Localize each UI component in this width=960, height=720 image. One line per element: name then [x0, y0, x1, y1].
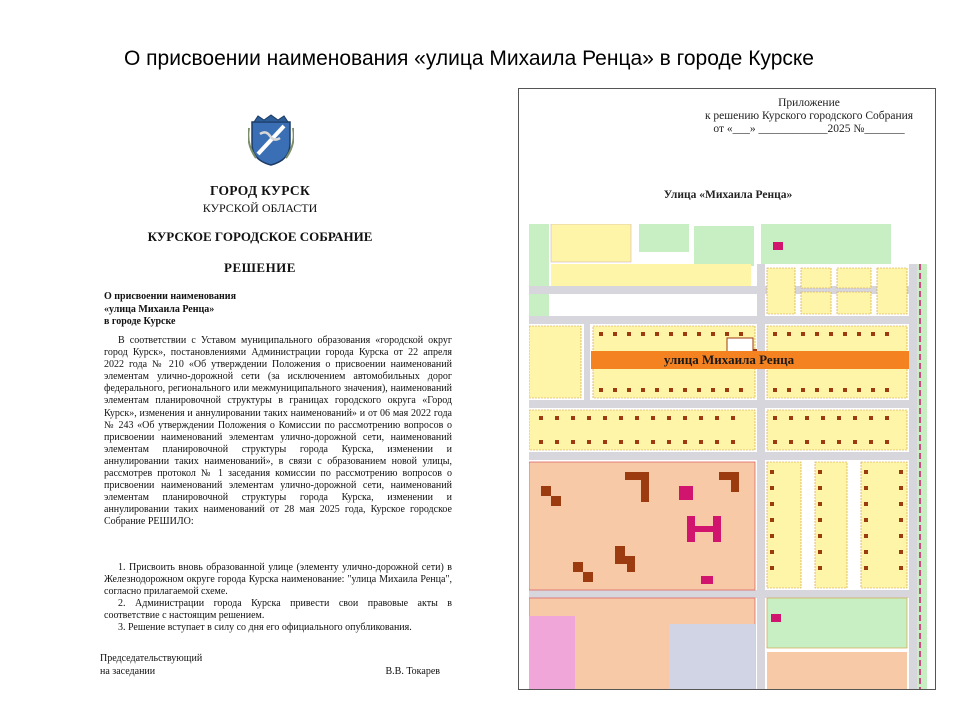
- residential-block: [837, 268, 871, 288]
- map-title: Улица «Михаила Ренца»: [663, 189, 793, 201]
- preamble: [104, 335, 452, 529]
- road: [909, 264, 917, 690]
- appendix-page: [518, 88, 936, 690]
- utility-zone: [669, 624, 755, 690]
- residential-block: [801, 268, 831, 288]
- residential-block: [877, 268, 907, 314]
- residential-zone: [551, 264, 751, 286]
- council-heading: КУРСКОЕ ГОРОДСКОЕ СОБРАНИЕ: [147, 229, 373, 244]
- decision-item: 3. Решение вступает в силу со дня его официального опубликования.: [118, 622, 412, 634]
- street-scheme-map: [529, 224, 927, 690]
- residential-zone: [551, 224, 631, 262]
- park-zone: [529, 224, 549, 324]
- street-label: улица Михаила Ренца: [663, 352, 795, 367]
- residential-block: [767, 268, 795, 314]
- park-zone: [767, 598, 907, 648]
- preamble-text: В соответствии с Уставом муниципального образования «городской округ город Курск», постановлениями Администрации города Курска от 22 апреля 2022 года № 210 «Об утверждении Положения о присвоении наименований элементам улично-дорожной сети (за исключением автомобильных дорог федерального, регионального или межмуниципального значения), наименований элементам планировочной структуры в границах городского округа «Город Курск», изменения и аннулировании таких наименований» и от 06 мая 2022 года № 243 «Об утверждении Положения о Комиссии по рассмотрению вопросов о присвоении наименований элементам улично-дорожной сети, наименований элементам планировочной структуры города Курска, изменении и аннулировании таких наименований», в связи с образованием новой улицы, рассмотрев протокол № 1 заседания комиссии по рассмотрению вопросов о присвоении наименований элементам улично-дорожной сети, наименований элементам планировочной структуры города Курска, изменении и аннулировании таких наименований от 28 мая 2025 года, Курское городское Собрание РЕШИЛО:: [104, 335, 452, 528]
- signature-block: [100, 653, 452, 678]
- decision-items: [104, 562, 452, 635]
- appendix-header-line: от «___» ____________2025 №_______: [713, 123, 905, 135]
- appendix-header: [689, 97, 929, 136]
- park-zone: [917, 264, 927, 690]
- park-zone: [639, 224, 689, 252]
- decision-subject: [104, 291, 304, 329]
- slide-title: О присвоении наименования «улица Михаила Ренца» в городе Курске: [124, 47, 814, 70]
- residential-block: [529, 410, 755, 450]
- subject-line: О присвоении наименования: [104, 291, 236, 302]
- subject-line: в городе Курске: [104, 316, 176, 327]
- road: [757, 264, 765, 690]
- residential-block: [529, 326, 581, 398]
- appendix-header-line: к решению Курского городского Собрания: [704, 110, 914, 122]
- public-zone: [767, 652, 907, 690]
- road: [529, 452, 927, 460]
- kursk-coat-of-arms-icon: [248, 114, 294, 166]
- decision-item: 1. Присвоить вновь образованной улице (элементу улично-дорожной сети) в Железнодорожном округе города Курска наименование: "улица Михаила Ренца", согласно прилагаемой схеме.: [104, 562, 452, 598]
- chair-title-line2: на заседании: [100, 665, 156, 677]
- appendix-header-line: Приложение: [778, 97, 840, 109]
- residential-block: [837, 292, 871, 314]
- document-type: РЕШЕНИЕ: [224, 260, 296, 275]
- road: [529, 400, 927, 408]
- signer-name: В.В. Токарев: [385, 666, 440, 677]
- chair-title: Председательствующий: [100, 653, 203, 664]
- city-heading: ГОРОД КУРСК: [209, 183, 311, 198]
- industrial-zone: [529, 616, 575, 690]
- road: [529, 316, 927, 324]
- decision-item: 2. Администрации города Курска привести свои правовые акты в соответствие с настоящим решением.: [104, 598, 452, 622]
- decision-document: [84, 110, 476, 720]
- subject-line: «улица Михаила Ренца»: [104, 303, 215, 315]
- road: [584, 324, 590, 400]
- residential-block: [801, 292, 831, 314]
- road: [529, 590, 927, 598]
- park-zone: [694, 226, 754, 266]
- region-heading: КУРСКОЙ ОБЛАСТИ: [202, 201, 318, 215]
